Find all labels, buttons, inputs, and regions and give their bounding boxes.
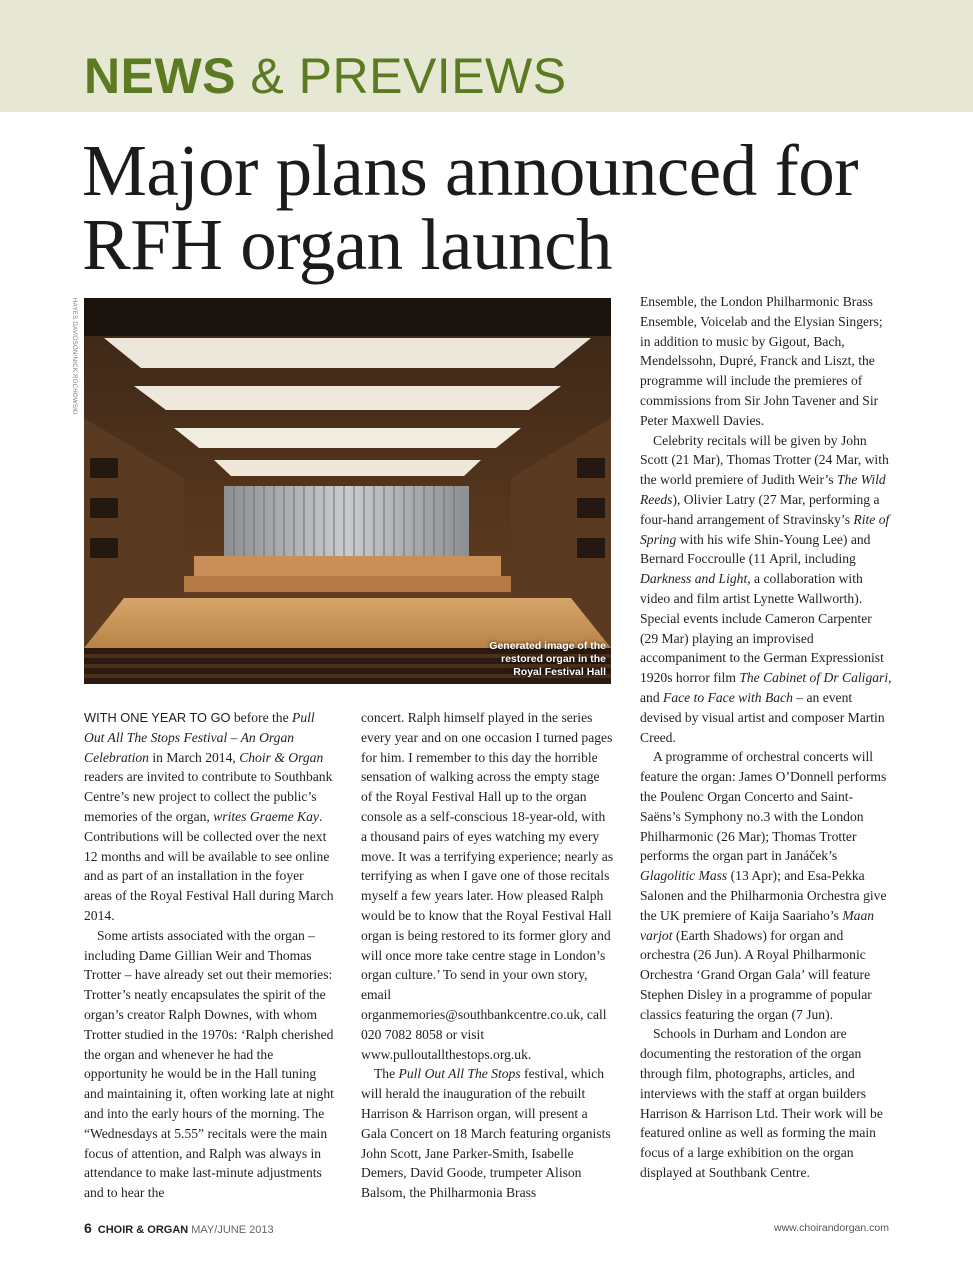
text: a collaboration with video and film artist Lynette Wallworth). Special events include Cameron Carpenter (29 Mar) playing an improvised accompaniment to the German Expressionist 1920s horror film <box>640 571 884 686</box>
issue-date: MAY/JUNE 2013 <box>191 1224 274 1236</box>
paragraph: Ensemble, the London Philharmonic Brass Ensemble, Voicelab and the Elysian Singers; in addition to music by Gigout, Bach, Mendelssohn, Dupré, Franck and Liszt, the programme will include the premieres of commissions from Sir John Tavener and Sir Peter Maxwell Davies. <box>640 294 883 428</box>
text: A programme of orchestral concerts will feature the organ: James O’Donnell performs the Poulenc Organ Concerto and Saint-Saëns’s Symphony no.3 with the London Philharmonic (26 Mar); Thomas Trotter performs the organ part in Janáček’s <box>640 749 887 864</box>
text: – an event devised by visual artist and composer Martin Creed. <box>640 689 885 745</box>
page-number: 6 <box>84 1220 92 1236</box>
article-column-1 <box>84 708 334 1203</box>
footer-url: www.choirandorgan.com <box>774 1222 889 1234</box>
magazine-title: CHOIR & ORGAN <box>97 1224 189 1236</box>
text: . Contributions will be collected over the next 12 months and will be available to see online and as part of an installation in the foyer areas of the Royal Festival Hall during March 2014. <box>84 808 334 923</box>
photo-caption: Generated image of the restored organ in the Royal Festival Hall <box>489 640 606 678</box>
article-headline: Major plans announced for RFH organ launch <box>82 130 859 285</box>
footer-folio <box>84 1220 274 1236</box>
text: in March 2014, <box>148 749 240 765</box>
festival-title: Pull Out All The Stops Festival – An Organ Celebration <box>84 710 315 765</box>
text: with his wife Shin-Young Lee) and Bernard Foccroulle (11 April, including <box>640 531 871 567</box>
paragraph: Schools in Durham and London are documenting the restoration of the organ through film, photographs, articles, and interviews with the staff at organ builders Harrison & Harrison Ltd. Their work will be featured online as well as forming the main focus of a large exhibition on the organ displayed at Southbank Centre. <box>640 1026 883 1181</box>
text: The <box>374 1066 399 1082</box>
text: Celebrity recitals will be given by John Scott (21 Mar), Thomas Trotter (24 Mar, with the world premiere of Judith Weir’s <box>640 432 889 488</box>
magazine-name: Choir & Organ <box>239 749 324 765</box>
work-title: Maan varjot <box>640 907 875 943</box>
photo-credit <box>66 298 80 415</box>
work-title: Darkness and Light, <box>640 571 751 587</box>
festival-title: Pull Out All The Stops <box>398 1066 521 1082</box>
lead-in: WITH ONE YEAR TO GO <box>84 710 231 725</box>
work-title: Glagolitic Mass <box>640 868 728 884</box>
paragraph <box>361 1064 614 1203</box>
text: readers are invited to contribute to Southbank Centre’s new project to collect the public’s memories of the organ, <box>84 769 333 824</box>
paragraph <box>84 708 334 926</box>
work-title: The Cabinet of Dr Caligari <box>739 670 889 686</box>
paragraph: concert. Ralph himself played in the series every year and on one occasion I turned pages for him. I remember to this day the horrible sensation of walking across the empty stage of the Royal Festival Hall up to the organ console as a self-conscious 18-year-old, with a thousand pairs of eyes watching my every move. It was a terrifying experience; nearly as terrifying as when I gave one of those recitals myself a few years later. How pleased Ralph would be to know that the Royal Festival Hall organ is being restored to its former glory and will once more take centre stage in London’s organ culture.’ To send in your own story, email organmemories@southbankcentre.co.uk, call 020 7082 8058 or visit www.pulloutallthestops.org.uk. <box>361 710 614 1062</box>
organ-hall-illustration <box>84 298 611 684</box>
article-column-3 <box>640 292 892 1183</box>
text: before the <box>230 710 293 725</box>
byline: writes Graeme Kay <box>213 808 319 824</box>
text: (Earth Shadows) for organ and orchestra (26 Jun). A Royal Philharmonic Orchestra ‘Grand Organ Gala’ will feature Stephen Disley in a programme of popular classics featuring the organ (7 Jun). <box>640 927 872 1022</box>
work-title: Face to Face with Bach <box>663 689 793 705</box>
text: festival, which will herald the inauguration of the rebuilt Harrison & Harrison organ, will present a Gala Concert on 18 March featuring organists John Scott, Jane Parker-Smith, Isabelle Demers, David Goode, trumpeter Alison Balsom, the Philharmonia Brass <box>361 1066 611 1201</box>
section-title-light: & PREVIEWS <box>250 48 567 104</box>
paragraph: Some artists associated with the organ – including Dame Gillian Weir and Thomas Trotter – have already set out their memories: Trotter’s neatly encapsulates the spirit of the organ’s creator Ralph Downes, with whom Trotter studied in the 1970s: ‘Ralph cherished the organ and whenever he had the opportunity he would be in the Hall tuning and maintaining it, often working late at night and into the early hours of the morning. The “Wednesdays at 5.55” recitals were the main focus of attention, and Ralph was always in attendance to make last-minute adjustments and to hear the <box>84 927 334 1201</box>
section-title-bold: NEWS <box>84 48 236 104</box>
paragraph <box>640 747 892 1024</box>
text: (13 Apr); and Esa-Pekka Salonen and the Philharmonia Orchestra give the UK premiere of Kaija Saariaho’s <box>640 868 887 923</box>
article-column-2 <box>361 708 614 1203</box>
text: ), Olivier Latry (27 Mar, performing a four-hand arrangement of Stravinsky’s <box>640 491 880 527</box>
work-title: Rite of Spring <box>640 511 890 547</box>
photo-credit-text: HAYES DAVIDSON/NICK ROCHOWSKI <box>71 298 77 415</box>
organ-photo <box>84 298 611 684</box>
work-title: The Wild Reeds <box>640 472 886 507</box>
paragraph <box>640 431 892 748</box>
section-title <box>84 46 567 106</box>
text: , and <box>640 670 892 705</box>
